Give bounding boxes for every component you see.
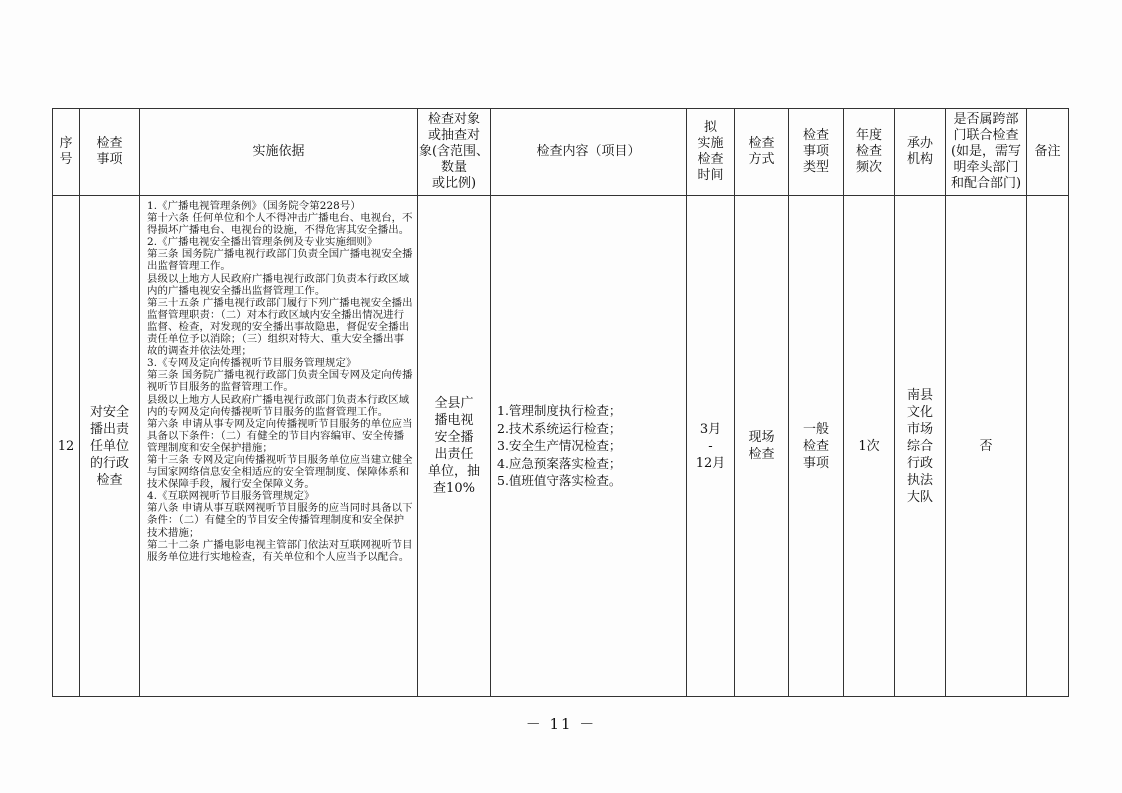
header-item: 检查 事项 xyxy=(80,109,140,196)
cell-agency: 南县 文化 市场 综合 行政 执法 大队 xyxy=(895,196,946,697)
header-agency: 承办 机构 xyxy=(895,109,946,196)
table-row xyxy=(53,196,1069,697)
basis-line: 4.《互联网视听节目服务管理规定》 xyxy=(147,490,315,503)
basis-line: 第三条 国务院广播电视行政部门负责全国广播电视安全播出监督管理工作。 xyxy=(147,248,413,273)
basis-line: 2.《广播电视安全播出管理条例及专业实施细则》 xyxy=(147,236,378,249)
cell-content: 1.管理制度执行检查； 2.技术系统运行检查； 3.安全生产情况检查； 4.应急预案落实检查； 5.值班值守落实检查。 xyxy=(491,196,687,697)
header-type: 检查 事项 类型 xyxy=(789,109,844,196)
header-time: 拟 实施 检查 时间 xyxy=(687,109,735,196)
basis-line: 第三十五条 广播电视行政部门履行下列广播电视安全播出监督管理职责：（二）对本行政区域内安全播出情况进行监督、检查，对发现的安全播出事故隐患，督促安全播出责任单位予以消除；（三）组织对特大、重大安全播出事故的调查并依法处理； xyxy=(147,296,413,358)
cell-method: 现场 检查 xyxy=(735,196,789,697)
header-target: 检查对象 或抽查对 象(含范围、 数量 或比例) xyxy=(418,109,491,196)
cell-frequency: 1次 xyxy=(844,196,895,697)
cell-remark xyxy=(1027,196,1069,697)
cell-joint: 否 xyxy=(946,196,1027,697)
basis-line: 第八条 申请从事互联网视听节目服务的应当同时具备以下条件：（二）有健全的节目安全传播管理制度和安全保护技术措施； xyxy=(147,502,413,539)
page-number: － 11 － xyxy=(525,715,597,733)
basis-line: 第六条 申请从事专网及定向传播视听节目服务的单位应当具备以下条件：（二）有健全的节目内容编审、安全传播管理制度和安全保护措施； xyxy=(147,417,413,454)
basis-line: 1.《广播电视管理条例》（国务院令第228号） xyxy=(147,200,361,212)
cell-index: 12 xyxy=(53,196,80,697)
header-joint: 是否属跨部 门联合检查 (如是，需写 明牵头部门 和配合部门) xyxy=(946,109,1027,196)
basis-line: 第十三条 专网及定向传播视听节目服务单位应当建立健全与国家网络信息安全相适应的安全管理制度、保障体系和技术保障手段，履行安全保障义务。 xyxy=(147,453,413,491)
header-index: 序 号 xyxy=(53,109,80,196)
cell-time: 3月 - 12月 xyxy=(687,196,735,697)
cell-type: 一般 检查 事项 xyxy=(789,196,844,697)
basis-line: 第二十二条 广播电影电视主管部门依法对互联网视听节目服务单位进行实地检查，有关单位和个人应当予以配合。 xyxy=(147,538,413,563)
table-header-row xyxy=(53,109,1069,196)
header-basis: 实施依据 xyxy=(140,109,418,196)
basis-line: 3.《专网及定向传播视听节目服务管理规定》 xyxy=(147,357,357,370)
basis-line: 县级以上地方人民政府广播电视行政部门负责本行政区域内的专网及定向传播视听节目服务的监督管理工作。 xyxy=(147,393,410,418)
inspection-table xyxy=(52,108,1069,697)
basis-line: 县级以上地方人民政府广播电视行政部门负责本行政区域内的广播电视安全播出监督管理工作。 xyxy=(147,272,410,297)
basis-line: 第十六条 任何单位和个人不得冲击广播电台、电视台，不得损坏广播电台、电视台的设施，不得危害其安全播出。 xyxy=(147,212,413,237)
header-content: 检查内容（项目） xyxy=(491,109,687,196)
cell-target: 全县广 播电视 安全播 出责任 单位，抽 查10% xyxy=(418,196,491,697)
basis-line: 第三条 国务院广播电视行政部门负责全国专网及定向传播视听节目服务的监督管理工作。 xyxy=(147,369,413,394)
header-frequency: 年度 检查 频次 xyxy=(844,109,895,196)
cell-item: 对安全 播出责 任单位 的行政 检查 xyxy=(80,196,140,697)
header-method: 检查 方式 xyxy=(735,109,789,196)
cell-basis xyxy=(140,196,418,697)
header-remark: 备注 xyxy=(1027,109,1069,196)
